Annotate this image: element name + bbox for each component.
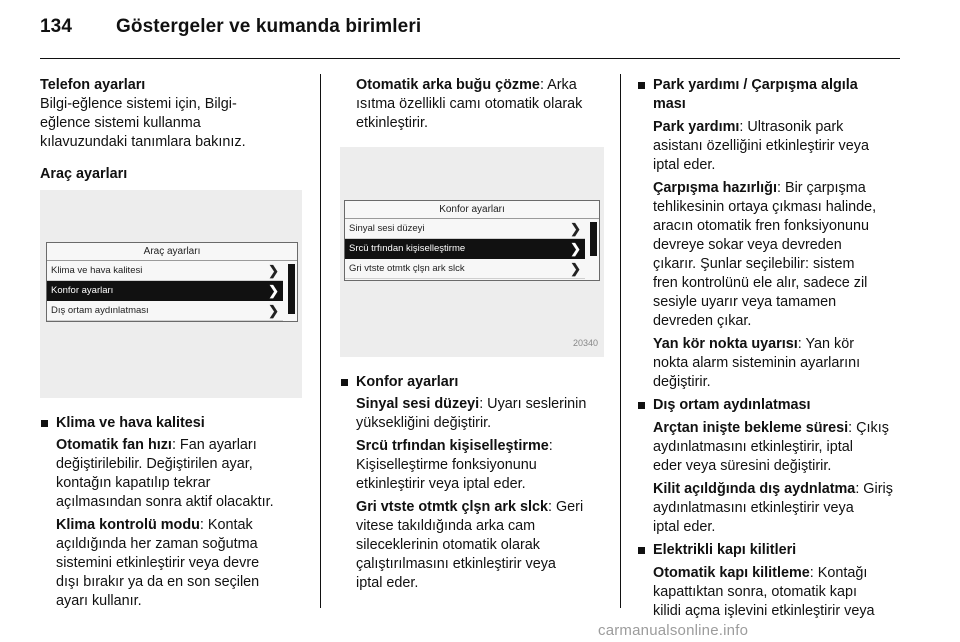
elektrikli-heading: Elektrikli kapı kilitleri — [653, 542, 797, 558]
dis-items — [637, 419, 937, 537]
fan-text: değiştirilebilir. Değiştirilen ayar, — [56, 456, 253, 472]
menu-item-label: Konfor ayarları — [51, 285, 114, 296]
gri-text: : Geri — [547, 499, 584, 515]
park-text: iptal eder. — [653, 157, 716, 173]
park-label: Park yardımı — [653, 119, 740, 135]
kapi-text: kilidi açma işlevini etkinleştirir veya — [653, 603, 875, 619]
menu-item-selected — [345, 239, 585, 259]
sinyal-label: Sinyal sesi düzeyi — [356, 396, 480, 412]
page-title: Göstergeler ve kumanda birimleri — [116, 16, 422, 37]
srcu-text: : — [548, 438, 553, 454]
srcu-text: Kişiselleştirme fonksiyonunu — [356, 457, 537, 473]
bullet-square-icon — [638, 547, 645, 554]
arac-heading: Araç ayarları — [40, 166, 128, 182]
carpisma-text: sesiyle uyarır veya tamamen — [653, 294, 837, 310]
carpisma-text: : Bir çarpışma — [776, 180, 866, 196]
kapi-label: Otomatik kapı kilitleme — [653, 565, 810, 581]
carpisma-text: devreye sokar veya devreden — [653, 237, 842, 253]
sinyal-text: yüksekliğini değiştirir. — [356, 415, 492, 431]
figure-konfor-ayarlari — [340, 147, 604, 357]
telefon-line: eğlence sistemi kullanma — [40, 115, 201, 131]
bullet-square-icon — [638, 402, 645, 409]
figure-arac-ayarlari — [40, 190, 302, 398]
column-3 — [637, 76, 937, 621]
bugu-paragraph — [340, 76, 612, 133]
column-divider-1 — [320, 74, 321, 608]
klima-kontrol-text: açıldığında her zaman soğutma — [56, 536, 258, 552]
column-divider-2 — [620, 74, 621, 608]
menu-item-label: Dış ortam aydınlatması — [51, 305, 149, 316]
klima-kontrol-text: ayarı kullanır. — [56, 593, 142, 609]
column-1 — [40, 76, 312, 611]
arctan-text: eder veya süresini değiştirir. — [653, 458, 832, 474]
chevron-right-icon: ❯ — [268, 303, 279, 318]
klima-kontrol-text: dışı bırakır ya da en son seçilen — [56, 574, 260, 590]
menu-item-label: Srcü trfından kişiselleştirme — [349, 243, 466, 254]
carpisma-text: devreden çıkar. — [653, 313, 752, 329]
figure-code: 20340 — [572, 338, 598, 348]
watermark: carmanualsonline.info — [598, 622, 749, 639]
fan-text: açılmasından sonra aktif olacaktır. — [56, 494, 274, 510]
arac-menu — [46, 242, 298, 322]
arac-menu-title: Araç ayarları — [47, 243, 297, 261]
carpisma-text: tehlikesinin ortaya çıkması halinde, — [653, 199, 877, 215]
menu-item-label: Gri vtste otmtk çlşn ark slck — [349, 263, 465, 274]
srcu-label: Srcü trfından kişiselleştirme — [356, 438, 549, 454]
page-header — [40, 16, 421, 38]
park-text: asistanı özelliğini etkinleştirir veya — [653, 138, 869, 154]
menu-item-label: Klima ve hava kalitesi — [51, 265, 143, 276]
yankor-text: nokta alarm sisteminin ayarlarını — [653, 355, 861, 371]
klima-bullet — [40, 414, 312, 433]
arctan-text: : Çıkış — [848, 420, 889, 436]
kilit-text: aydınlatmasını etkinleştirir veya — [653, 500, 854, 516]
konfor-items — [340, 395, 612, 593]
bugu-text: etkinleştirir. — [356, 115, 428, 131]
menu-item — [345, 259, 585, 279]
carpisma-text: çıkarır. Şunlar seçilebilir: sistem — [653, 256, 855, 272]
menu-item — [345, 219, 585, 239]
arctan-label: Arçtan inişte bekleme süresi — [653, 420, 849, 436]
bullet-square-icon — [638, 82, 645, 89]
fan-label: Otomatik fan hızı — [56, 437, 172, 453]
kapi-text: : Kontağı — [809, 565, 868, 581]
carpisma-label: Çarpışma hazırlığı — [653, 180, 777, 196]
srcu-text: etkinleştirir veya iptal eder. — [356, 476, 526, 492]
konfor-menu-title: Konfor ayarları — [345, 201, 599, 219]
konfor-bullet — [340, 373, 612, 392]
elektrikli-bullet — [637, 541, 937, 560]
fan-text: kontağın kapatılıp tekrar — [56, 475, 211, 491]
carpisma-text: aracın otomatik fren fonksiyonunu — [653, 218, 869, 234]
yankor-text: değiştirir. — [653, 374, 711, 390]
chevron-right-icon: ❯ — [268, 283, 279, 298]
konfor-menu — [344, 200, 600, 281]
fan-text: : Fan ayarları — [171, 437, 257, 453]
klima-kontrol-text: : Kontak — [199, 517, 253, 533]
menu-item — [47, 301, 283, 321]
bullet-square-icon — [341, 379, 348, 386]
bugu-text: ısıtma özellikli camı otomatik olarak — [356, 96, 583, 112]
park-bullet — [637, 76, 937, 114]
scrollbar-icon — [288, 264, 295, 314]
menu-item-label: Sinyal sesi düzeyi — [349, 223, 425, 234]
arctan-text: aydınlatmasını etkinleştirir, iptal — [653, 439, 853, 455]
klima-heading: Klima ve hava kalitesi — [56, 415, 205, 431]
kilit-label: Kilit açıldğında dış aydnlatma — [653, 481, 856, 497]
gri-text: çalıştırılmasını etkinleştirir veya — [356, 556, 556, 572]
fan-paragraph — [40, 436, 312, 611]
dis-bullet — [637, 396, 937, 415]
park-text: : Ultrasonik park — [739, 119, 844, 135]
gri-label: Gri vtste otmtk çlşn ark slck — [356, 499, 548, 515]
carpisma-text: fren kontrolünü ele alır, sadece zil — [653, 275, 868, 291]
bugu-text: : Arka — [539, 77, 577, 93]
klima-kontrol-text: sistemini etkinleştirir veya devre — [56, 555, 260, 571]
chevron-right-icon: ❯ — [268, 263, 279, 278]
sinyal-text: : Uyarı seslerinin — [479, 396, 587, 412]
kapi-text: kapattıktan sonra, otomatik kapı — [653, 584, 857, 600]
konfor-heading: Konfor ayarları — [356, 374, 459, 390]
dis-heading: Dış ortam aydınlatması — [653, 397, 811, 413]
bullet-square-icon — [41, 420, 48, 427]
chevron-right-icon: ❯ — [570, 221, 581, 236]
gri-text: iptal eder. — [356, 575, 419, 591]
klima-kontrol-label: Klima kontrolü modu — [56, 517, 200, 533]
header-rule — [40, 58, 900, 59]
chevron-right-icon: ❯ — [570, 261, 581, 276]
chevron-right-icon: ❯ — [570, 241, 581, 256]
park-items — [637, 118, 937, 392]
yankor-label: Yan kör nokta uyarısı — [653, 336, 798, 352]
kilit-text: : Giriş — [855, 481, 893, 497]
gri-text: vitese takıldığında arka cam — [356, 518, 536, 534]
telefon-line: Bilgi-eğlence sistemi için, Bilgi- — [40, 96, 237, 112]
bugu-label: Otomatik arka buğu çözme — [356, 77, 540, 93]
gri-text: sileceklerinin otomatik olarak — [356, 537, 540, 553]
menu-item-selected — [47, 281, 283, 301]
page-number: 134 — [40, 16, 73, 37]
menu-item — [47, 261, 283, 281]
telefon-line: kılavuzundaki tanımlara bakınız. — [40, 134, 246, 150]
telefon-heading: Telefon ayarları — [40, 77, 146, 93]
scrollbar-icon — [590, 222, 597, 256]
kilit-text: iptal eder. — [653, 519, 716, 535]
kapi-items — [637, 564, 937, 621]
column-2 — [340, 76, 612, 593]
park-heading: Park yardımı / Çarpışma algıla — [653, 77, 858, 93]
yankor-text: : Yan kör — [797, 336, 855, 352]
park-heading: ması — [653, 96, 686, 112]
